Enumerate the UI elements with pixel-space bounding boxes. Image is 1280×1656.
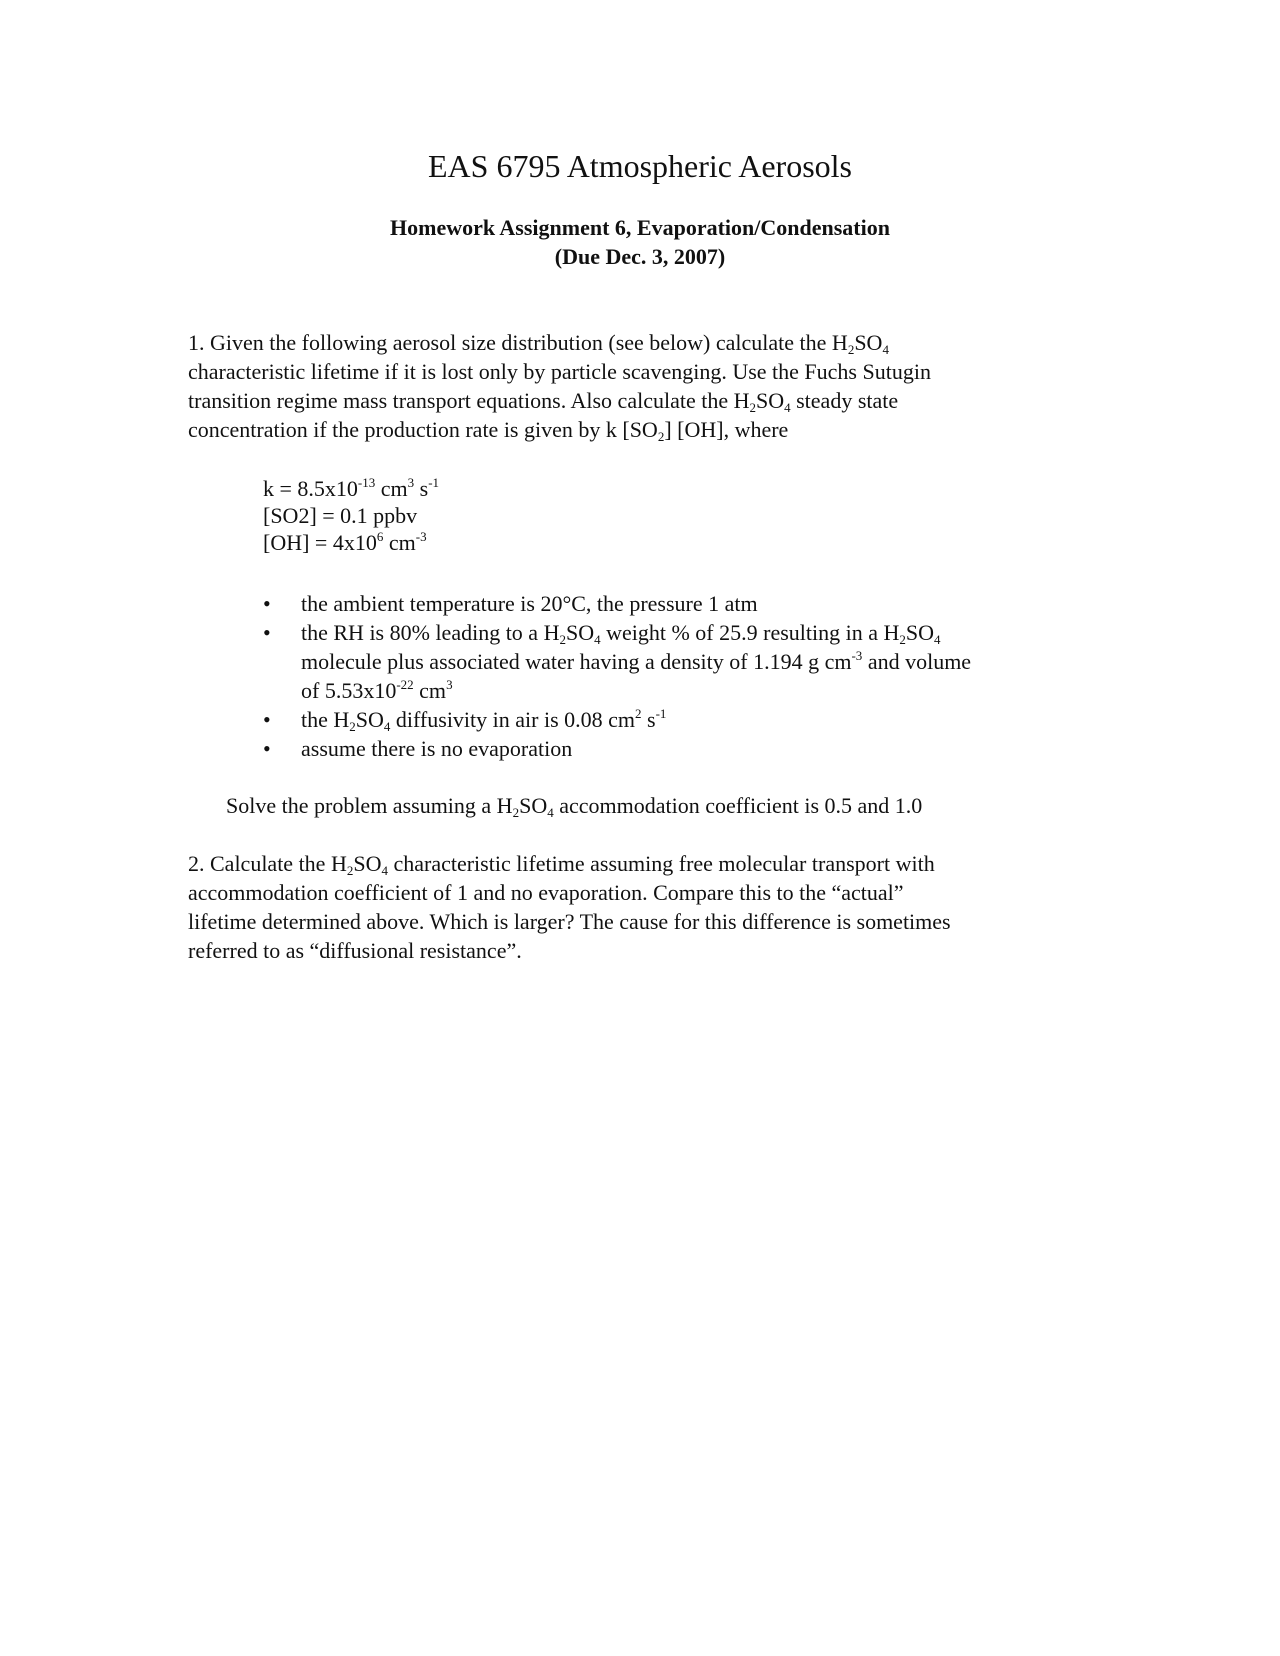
due-date: (Due Dec. 3, 2007) [554,244,726,269]
question-2-line-4: referred to as “diffusional resistance”. [188,938,522,963]
given-values [263,475,439,556]
list-item: • assume there is no evaporation [263,736,573,761]
question-1-line-3: transition regime mass transport equations. Also calculate the $H_2SO_4$ steady state [188,388,899,415]
solve-instruction: Solve the problem assuming a $H_2SO_4$ accommodation coefficient is 0.5 and 1.0 [226,793,923,820]
question-1-line-1: 1. Given the following aerosol size distribution (see below) calculate the $H_2SO_4$ [188,330,889,357]
question-2-line-2: accommodation coefficient of 1 and no evaporation. Compare this to the “actual” [188,880,904,905]
given-k: $k = 8.5x10^{-13}$ $cm^3$ $s^{-1}$ [263,475,440,501]
list-item: • the ambient temperature is 20°C, the pressure 1 atm [263,591,758,616]
assignment-title: Homework Assignment 6, Evaporation/Condensation [390,215,890,240]
course-title: EAS 6795 Atmospheric Aerosols [428,148,852,184]
question-1 [188,328,1088,444]
bullet-icon: • [263,591,271,616]
question-2 [188,849,1098,965]
bullet-icon: • [263,736,271,761]
question-2-line-3: lifetime determined above. Which is larger? The cause for this difference is sometimes [188,909,951,934]
question-1-line-2: characteristic lifetime if it is lost only by particle scavenging. Use the Fuchs Sutugin [188,359,931,384]
question-2-line-1: 2. Calculate the $H_2SO_4$ characteristic lifetime assuming free molecular transport with [188,851,935,878]
given-so2: [SO2] = 0.1 ppbv [263,503,418,528]
question-1-line-4: concentration if the production rate is given by k $[SO_2]$ [OH], where [188,417,789,444]
list-item: • the $H_2SO_4$ diffusivity in air is 0.08 $cm^2$ $s^{-1}$ [263,706,667,734]
assumption-list [263,589,1083,763]
given-oh: $[OH] = 4x10^6$ $cm^{-3}$ [263,529,427,555]
list-item: • the RH is 80% leading to a $H_2SO_4$ weight % of 25.9 resulting in a $H_2SO_4$ molecule plus associated water having a density of 1.194 g $cm^{-3}$ and volume of $5.53x10^{-22}$ $cm^3$ [263,620,972,703]
bullet-icon: • [263,707,271,732]
bullet-icon: • [263,620,271,645]
